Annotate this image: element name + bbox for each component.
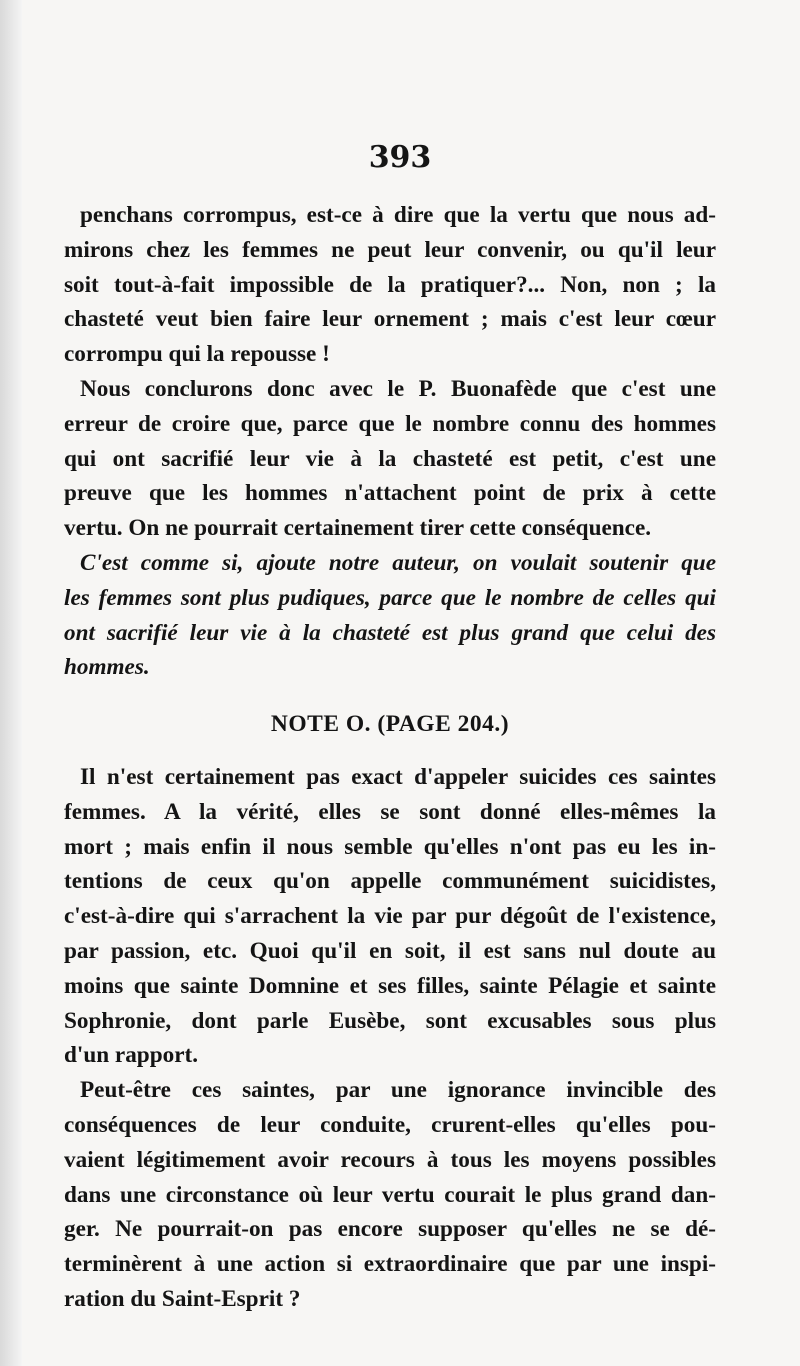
text-line: mort ; mais enfin il nous semble qu'elles n'ont pas eu les in- bbox=[64, 833, 716, 860]
text-line: preuve que les hommes n'attachent point de prix à cette bbox=[64, 480, 716, 507]
text-line: terminèrent à une action si extraordinaire que par une inspi- bbox=[64, 1251, 716, 1278]
text-line: vaient légitimement avoir recours à tous les moyens possibles bbox=[64, 1146, 716, 1173]
text-line: ger. Ne pourrait-on pas encore supposer qu'elles ne se dé- bbox=[64, 1216, 716, 1243]
text-line: c'est-à-dire qui s'arrachent la vie par pur dégoût de l'existence, bbox=[64, 903, 716, 930]
text-line: moins que sainte Domnine et ses filles, sainte Pélagie et sainte bbox=[64, 972, 716, 999]
paragraphs-bottom bbox=[64, 760, 716, 1317]
text-line: chasteté veut bien faire leur ornement ; mais c'est leur cœur bbox=[64, 306, 716, 333]
text-line: corrompu qui la repousse ! bbox=[64, 341, 330, 368]
text-line: hommes. bbox=[64, 654, 150, 681]
page-number: 393 bbox=[368, 140, 432, 175]
text-line: Sophronie, dont parle Eusèbe, sont excusables sous plus bbox=[64, 1007, 716, 1034]
text-line: Peut-être ces saintes, par une ignorance invincible des bbox=[80, 1077, 716, 1104]
text-line: tentions de ceux qu'on appelle communément suicidistes, bbox=[64, 868, 716, 895]
body-text bbox=[64, 198, 716, 1317]
page-gutter-shadow bbox=[0, 0, 22, 1366]
paragraph-p4 bbox=[64, 760, 716, 1073]
text-line: soit tout-à-fait impossible de la pratiquer?... Non, non ; la bbox=[64, 271, 716, 298]
paragraph-p3 bbox=[64, 546, 716, 685]
text-line: ont sacrifié leur vie à la chasteté est plus grand que celui des bbox=[64, 619, 716, 646]
paragraph-p1 bbox=[64, 198, 716, 372]
text-line: les femmes sont plus pudiques, parce que le nombre de celles qui bbox=[64, 584, 716, 611]
text-line: C'est comme si, ajoute notre auteur, on voulait soutenir que bbox=[80, 549, 716, 576]
text-line: penchans corrompus, est-ce à dire que la vertu que nous ad- bbox=[80, 202, 716, 228]
text-line: erreur de croire que, parce que le nombre connu des hommes bbox=[64, 410, 716, 437]
text-line: ration du Saint-Esprit ? bbox=[64, 1285, 301, 1312]
text-line: conséquences de leur conduite, crurent-elles qu'elles pou- bbox=[64, 1111, 716, 1138]
note-heading: NOTE O. (PAGE 204.) bbox=[270, 711, 510, 738]
text-line: Il n'est certainement pas exact d'appeler suicides ces saintes bbox=[80, 763, 716, 790]
paragraphs-top bbox=[64, 198, 716, 685]
text-line: dans une circonstance où leur vertu courait le plus grand dan- bbox=[64, 1181, 716, 1208]
paragraph-p2 bbox=[64, 372, 716, 546]
text-line: par passion, etc. Quoi qu'il en soit, il est sans nul doute au bbox=[64, 937, 716, 964]
text-line: Nous conclurons donc avec le P. Buonafède que c'est une bbox=[80, 375, 716, 402]
text-line: vertu. On ne pourrait certainement tirer cette conséquence. bbox=[64, 515, 652, 542]
text-line: mirons chez les femmes ne peut leur convenir, ou qu'il leur bbox=[64, 236, 716, 263]
text-line: qui ont sacrifié leur vie à la chasteté est petit, c'est une bbox=[64, 445, 716, 472]
paragraph-p5 bbox=[64, 1073, 716, 1317]
text-line: d'un rapport. bbox=[64, 1042, 199, 1069]
text-line: femmes. A la vérité, elles se sont donné elles-mêmes la bbox=[64, 798, 716, 825]
